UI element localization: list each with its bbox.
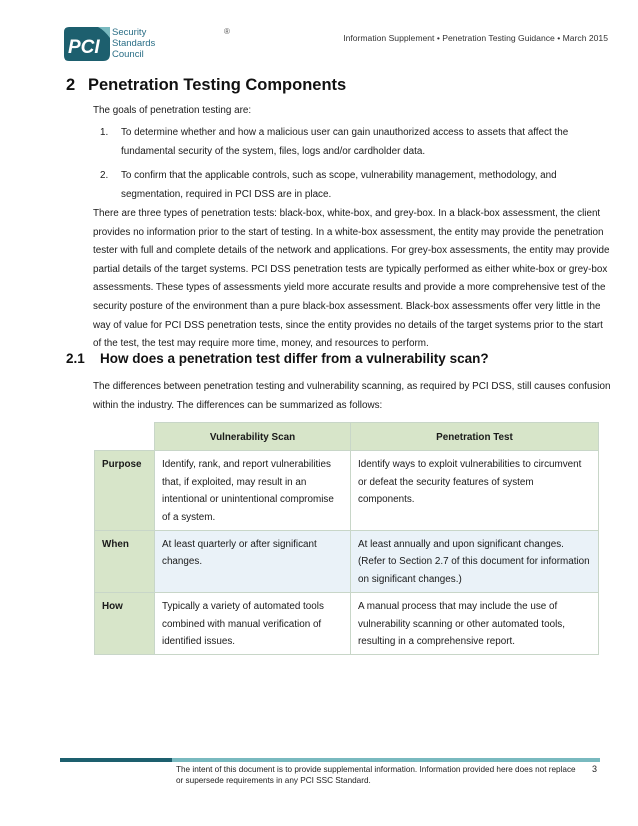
cell-pentest-purpose: Identify ways to exploit vulnerabilities to circumvent or defeat the security features of system components. bbox=[351, 451, 599, 531]
section-number: 2 bbox=[66, 76, 76, 94]
goal-text: To determine whether and how a malicious user can gain unauthorized access to assets that affect the fundamental security of the system, files, logs and/or cardholder data. bbox=[121, 127, 569, 157]
row-label-purpose: Purpose bbox=[95, 451, 155, 531]
logo-brand-text: PCI bbox=[68, 37, 100, 58]
page-number: 3 bbox=[592, 764, 598, 774]
goal-number: 1. bbox=[100, 127, 109, 138]
logo-line-2: Standards Council bbox=[112, 38, 156, 60]
cell-pentest-when: At least annually and upon significant changes. (Refer to Section 2.7 of this document for information on significant changes.) bbox=[351, 531, 599, 593]
column-header-vulnerability-scan: Vulnerability Scan bbox=[155, 423, 351, 451]
logo-wordmark bbox=[112, 27, 230, 60]
subsection-number: 2.1 bbox=[66, 351, 85, 366]
subsection-heading bbox=[66, 351, 489, 366]
comparison-table bbox=[94, 422, 599, 655]
footer-rule-light bbox=[172, 758, 600, 762]
cell-scan-how: Typically a variety of automated tools combined with manual verification of identified issues. bbox=[155, 593, 351, 655]
column-header-penetration-test: Penetration Test bbox=[351, 423, 599, 451]
cell-scan-when: At least quarterly or after significant changes. bbox=[155, 531, 351, 593]
running-header: Information Supplement • Penetration Testing Guidance • March 2015 bbox=[343, 33, 608, 43]
goal-item bbox=[93, 124, 613, 161]
goals-list bbox=[93, 124, 613, 210]
goal-number: 2. bbox=[100, 170, 109, 182]
row-label-when: When bbox=[95, 531, 155, 593]
cell-scan-purpose: Identify, rank, and report vulnerabilities that, if exploited, may result in an intentional or unintentional compromise of a system. bbox=[155, 451, 351, 531]
footer-rule-dark bbox=[60, 758, 172, 762]
section-intro: The goals of penetration testing are: bbox=[93, 105, 252, 116]
footer-rule bbox=[60, 758, 600, 762]
pci-logo-mark bbox=[60, 24, 114, 64]
table-row bbox=[95, 451, 599, 531]
section-heading bbox=[66, 76, 346, 95]
cell-pentest-how: A manual process that may include the use of vulnerability scanning or other automated tools, resulting in a comprehensive report. bbox=[351, 593, 599, 655]
goal-item bbox=[93, 167, 613, 204]
table-header-row bbox=[95, 423, 599, 451]
logo-line-1: Security bbox=[112, 27, 147, 38]
row-label-how: How bbox=[95, 593, 155, 655]
table-row bbox=[95, 593, 599, 655]
subsection-body: The differences between penetration testing and vulnerability scanning, as required by PCI DSS, still causes confusion within the industry. The differences can be summarized as follows: bbox=[93, 381, 611, 411]
footer-disclaimer: The intent of this document is to provide supplemental information. Information provided here does not replace or supersede requirements in any PCI SSC Standard. bbox=[176, 765, 576, 785]
table-row bbox=[95, 531, 599, 593]
table-corner-cell bbox=[95, 423, 155, 451]
subsection-title: How does a penetration test differ from a vulnerability scan? bbox=[100, 351, 489, 366]
registered-mark: ® bbox=[224, 27, 230, 36]
section-title: Penetration Testing Components bbox=[88, 76, 347, 94]
section-body: There are three types of penetration tests: black-box, white-box, and grey-box. In a black-box assessment, the client provides no information prior to the start of testing. In a white-box assessment, the entity may provide the penetration tester with full and complete details of the network and applications. For grey-box assessments, the entity may provide partial details of the target systems. PCI DSS penetration tests are typically performed as either white-box or grey-box assessments. These types of assessments yield more accurate results and provide a more comprehensive test of the security posture of the environment than a pure black-box assessment. Black-box assessments offer very little in the way of value for PCI DSS penetration tests, since the entity provides no details of the target systems prior to the start of the test, the test may require more time, money, and resources to perform. bbox=[93, 208, 610, 350]
goal-text: To confirm that the applicable controls, such as scope, vulnerability management, methodology, and segmentation, required in PCI DSS are in place. bbox=[121, 170, 557, 200]
